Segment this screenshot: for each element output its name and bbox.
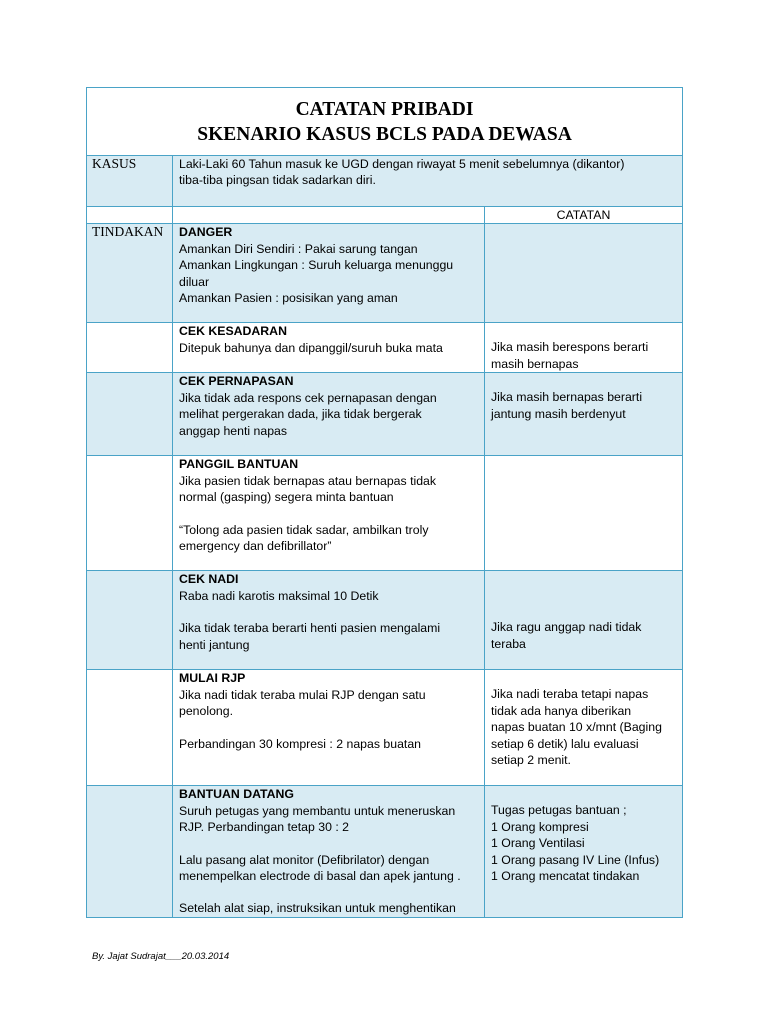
- step-line: Amankan Diri Sendiri : Pakai sarung tangan: [179, 241, 418, 256]
- step-line: menempelkan electrode di basal dan apek jantung .: [179, 869, 461, 884]
- empty-cell: [87, 456, 173, 571]
- page-subtitle: SKENARIO KASUS BCLS PADA DEWASA: [197, 123, 572, 145]
- step-line: Suruh petugas yang membantu untuk meneruskan: [179, 803, 456, 818]
- note-line: 1 Orang Ventilasi: [491, 836, 585, 851]
- note-line: setiap 2 menit.: [491, 753, 571, 768]
- step-line: Lalu pasang alat monitor (Defibrilator) dengan: [179, 852, 430, 867]
- note-line: 1 Orang kompresi: [491, 819, 589, 834]
- kasus-text: [173, 156, 683, 207]
- step-rjp: [173, 670, 485, 786]
- note-line: Jika nadi teraba tetapi napas: [491, 687, 649, 702]
- step-line: RJP. Perbandingan tetap 30 : 2: [179, 820, 350, 835]
- step-heading: CEK NADI: [179, 572, 239, 587]
- step-danger: [173, 224, 485, 323]
- empty-cell: [87, 373, 173, 456]
- document: [86, 87, 682, 918]
- footer-credit: By. Jajat Sudrajat___20.03.2014: [92, 951, 230, 962]
- note-line: masih bernapas: [491, 356, 579, 371]
- empty-cell: [87, 786, 173, 918]
- note-kesadaran: [485, 323, 683, 373]
- step-line: melihat pergerakan dada, jika tidak bergerak: [179, 407, 422, 422]
- note-line: napas buatan 10 x/mnt (Baging: [491, 720, 662, 735]
- step-line: normal (gasping) segera minta bantuan: [179, 490, 394, 505]
- step-line: Perbandingan 30 kompresi : 2 napas buatan: [179, 736, 422, 751]
- note-line: teraba: [491, 636, 526, 651]
- empty-cell: [173, 207, 485, 224]
- step-line: Jika tidak teraba berarti henti pasien mengalami: [179, 621, 441, 636]
- catatan-header: CATATAN: [485, 207, 683, 224]
- step-line: penolong.: [179, 704, 234, 719]
- step-line: henti jantung: [179, 637, 250, 652]
- tindakan-label: TINDAKAN: [87, 224, 173, 323]
- note-line: Tugas petugas bantuan ;: [491, 803, 627, 818]
- note-empty: [485, 456, 683, 571]
- empty-cell: [87, 670, 173, 786]
- step-line: Ditepuk bahunya dan dipanggil/suruh buka mata: [179, 340, 443, 355]
- step-line: Jika tidak ada respons cek pernapasan dengan: [179, 390, 437, 405]
- empty-cell: [87, 323, 173, 373]
- note-line: Jika masih berespons berarti: [491, 340, 649, 355]
- kasus-label: KASUS: [87, 156, 173, 207]
- step-heading: DANGER: [179, 225, 233, 240]
- empty-cell: [87, 571, 173, 670]
- step-heading: CEK KESADARAN: [179, 324, 287, 339]
- note-line: Jika ragu anggap nadi tidak: [491, 620, 642, 635]
- empty-cell: [87, 207, 173, 224]
- title-cell: [87, 88, 683, 156]
- note-line: setiap 6 detik) lalu evaluasi: [491, 736, 639, 751]
- note-line: Jika masih bernapas berarti: [491, 390, 643, 405]
- step-line: Jika pasien tidak bernapas atau bernapas tidak: [179, 473, 437, 488]
- step-heading: BANTUAN DATANG: [179, 787, 294, 802]
- note-line: tidak ada hanya diberikan: [491, 703, 632, 718]
- step-datang: [173, 786, 485, 918]
- note-empty: [485, 224, 683, 323]
- step-line: diluar: [179, 274, 210, 289]
- page-title: CATATAN PRIBADI: [295, 98, 474, 120]
- step-line: Amankan Pasien : posisikan yang aman: [179, 291, 398, 306]
- step-pernapasan: [173, 373, 485, 456]
- step-nadi: [173, 571, 485, 670]
- note-line: 1 Orang mencatat tindakan: [491, 869, 640, 884]
- step-line: “Tolong ada pasien tidak sadar, ambilkan troly: [179, 522, 429, 537]
- step-line: Jika nadi tidak teraba mulai RJP dengan satu: [179, 687, 426, 702]
- note-rjp: [485, 670, 683, 786]
- step-line: Setelah alat siap, instruksikan untuk menghentikan: [179, 901, 456, 916]
- note-line: 1 Orang pasang IV Line (Infus): [491, 852, 660, 867]
- note-pernapasan: [485, 373, 683, 456]
- note-line: jantung masih berdenyut: [491, 406, 626, 421]
- note-nadi: [485, 571, 683, 670]
- kasus-line: Laki-Laki 60 Tahun masuk ke UGD dengan riwayat 5 menit sebelumnya (dikantor): [179, 157, 625, 171]
- step-line: Amankan Lingkungan : Suruh keluarga menunggu: [179, 258, 454, 273]
- step-line: emergency dan defibrillator”: [179, 539, 332, 554]
- step-line: Raba nadi karotis maksimal 10 Detik: [179, 588, 379, 603]
- step-heading: MULAI RJP: [179, 671, 246, 686]
- step-bantuan: [173, 456, 485, 571]
- scenario-table: [86, 87, 683, 918]
- step-heading: CEK PERNAPASAN: [179, 374, 294, 389]
- note-datang: [485, 786, 683, 918]
- step-heading: PANGGIL BANTUAN: [179, 457, 299, 472]
- step-line: anggap henti napas: [179, 423, 288, 438]
- kasus-line: tiba-tiba pingsan tidak sadarkan diri.: [179, 173, 376, 188]
- step-kesadaran: [173, 323, 485, 373]
